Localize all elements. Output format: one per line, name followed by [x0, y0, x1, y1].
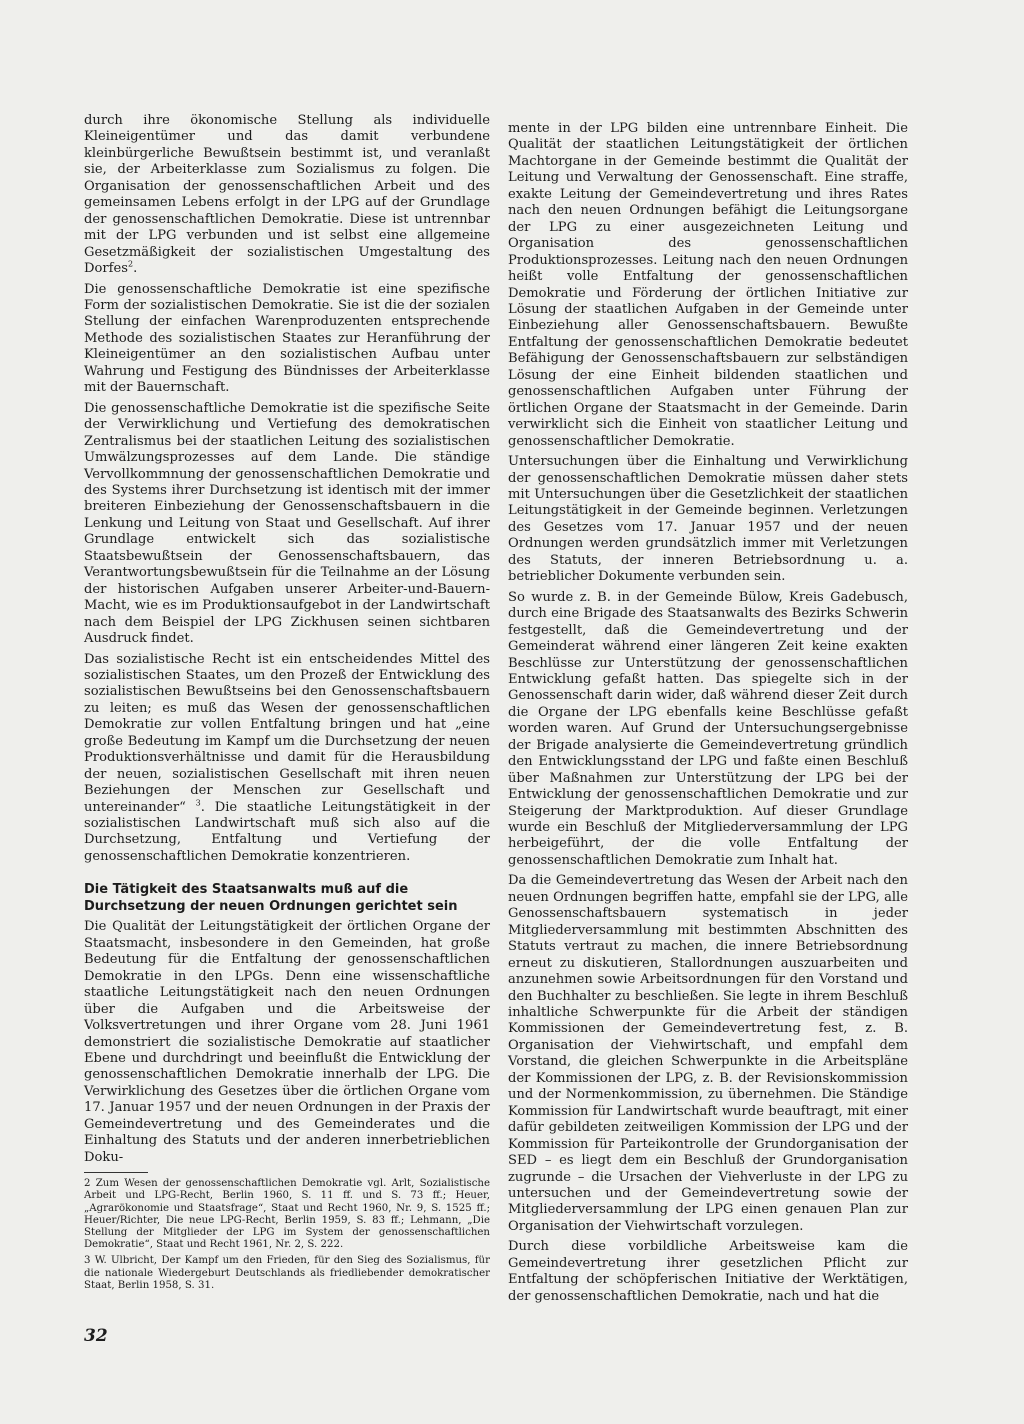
right-paragraph-5: Durch diese vorbildliche Arbeitsweise kam die Gemeindevertretung ihrer gesetzlichen Pflicht zur Entfaltung der schöpferischen Initiative der Werktätigen, der genossenschaftlichen Demokratie, nach und hat die [508, 1239, 908, 1304]
page-number: 32 [84, 1326, 108, 1346]
left-paragraph-4: Das sozialistische Recht ist ein entscheidendes Mittel des sozialistischen Staates, um den Prozeß der Entwicklung des sozialistischen Bewußtseins bei den Genossenschaftsbauern zu leiten; es muß das Wesen der genossenschaftlichen Demokratie zur vollen Entfaltung bringen und hat „eine große Bedeutung im Kampf um die Durchsetzung der neuen Produktionsverhältnisse und damit für die Herausbildung der neuen, sozialistischen Gesellschaft mit ihren neuen Beziehungen der Menschen zur Gesellschaft und untereinander“ $^3$. Die staatliche Leitungstätigkeit in der sozialistischen Landwirtschaft muß sich also auf die Durchsetzung, Entfaltung und Vertiefung der genossenschaftlichen Demokratie konzentrieren. [84, 651, 491, 864]
footnote-ref-2: 2 [127, 259, 134, 269]
right-paragraph-2: Untersuchungen über die Einhaltung und Verwirklichung der genossenschaftlichen Demokratie müssen daher stets mit Untersuchungen über die Gesetzlichkeit der staatlichen Leitungstätigkeit in der Gemeinde beginnen. Verletzungen des Gesetzes vom 17. Januar 1957 und der neuen Ordnungen werden grundsätzlich immer mit Verletzungen des Statuts, der inneren Betriebsordnung u. a. betrieblicher Dokumente verbunden sein. [508, 454, 908, 585]
footnote-ref-3: 3 [195, 798, 201, 808]
footnote-3: 3 W. Ulbricht, Der Kampf um den Frieden, für den Sieg des Sozialismus, für die nationale Wiedergeburt Deutschlands als friedliebender demokratischer Staat, Berlin 1958, S. 31. [84, 1255, 490, 1291]
left-paragraph-3: Die genossenschaftliche Demokratie ist die spezifische Seite der Verwirklichung und Vertiefung des demokratischen Zentralismus bei der staatlichen Leitung des sozialistischen Umwälzungsprozesses auf dem Lande. Die ständige Vervollkommnung der genossenschaftlichen Demokratie und des Systems ihrer Durchsetzung ist identisch mit der immer breiteren Einbeziehung der Genossenschaftsbauern in die Lenkung und Leitung von Staat und Gesellschaft. Auf ihrer Grundlage entwickelt sich das sozialistische Staatsbewußtsein der Genossenschaftsbauern, das Verantwortungsbewußtsein für die Teilnahme an der Lösung der historischen Aufgaben unserer Arbeiter-und-Bauern-Macht, wie es im Produktionsaufgebot in der Landwirtschaft nach dem Beispiel der LPG Zickhusen seinen sichtbaren Ausdruck findet. [84, 400, 490, 647]
left-paragraph-5: Die Qualität der Leitungstätigkeit der örtlichen Organe der Staatsmacht, insbesondere in den Gemeinden, hat große Bedeutung für die Entfaltung der genossenschaftlichen Demokratie in den LPGs. Denn eine wissenschaftliche staatliche Leitungstätigkeit nach den neuen Ordnungen über die Aufgaben und die Arbeitsweise der Volksvertretungen und ihrer Organe vom 28. Juni 1961 demonstriert die sozialistische Demokratie auf staatlicher Ebene und durchdringt und beeinflußt die Entwicklung der genossenschaftlichen Demokratie innerhalb der LPG. Die Verwirklichung des Gesetzes über die örtlichen Organe vom 17. Januar 1957 und der neuen Ordnungen in der Praxis der Gemeindevertretung und des Gemeinderates und die Einhaltung des Statuts und der anderen innerbetrieblichen Doku- [84, 919, 490, 1165]
left-column [84, 113, 490, 1296]
right-paragraph-1: mente in der LPG bilden eine untrennbare Einheit. Die Qualität der staatlichen Leitungstätigkeit der örtlichen Machtorgane in der Gemeinde bestimmt die Qualität der Leitung und Verwaltung der Genossenschaft. Eine straffe, exakte Leitung der Gemeindevertretung und ihres Rates nach den neuen Ordnungen befähigt die Leitungsorgane der LPG zu einer ausgezeichneten Leitung und Organisation des genossenschaftlichen Produktionsprozesses. Leitung nach den neuen Ordnungen heißt volle Entfaltung der genossenschaftlichen Demokratie und Förderung der örtlichen Initiative zur Lösung der staatlichen Aufgaben in der Gemeinde unter Einbeziehung aller Genossenschaftsbauern. Bewußte Entfaltung der genossenschaftlichen Demokratie bedeutet Befähigung der Genossenschaftsbauern zur selbständigen Lösung der eine Einheit bildenden staatlichen und genossenschaftlichen Aufgaben unter Führung der örtlichen Organe der Staatsmacht in der Gemeinde. Darin verwirklicht sich die Einheit von staatlicher Leitung und genossenschaftlicher Demokratie. [508, 121, 908, 449]
right-column [508, 121, 908, 1309]
left-paragraph-1: durch ihre ökonomische Stellung als individuelle Kleineigentümer und das damit verbundene kleinbürgerliche Bewußtsein bestimmt ist, und veranlaßt sie, der Arbeiterklasse zum Sozialismus zu folgen. Die Organisation der genossenschaftlichen Arbeit und des gemeinsamen Lebens erfolgt in der LPG auf der Grundlage der genossenschaftlichen Demokratie. Diese ist untrennbar mit der LPG verbunden und ist selbst eine allgemeine Gesetzmäßigkeit der sozialistischen Umgestaltung des Dorfes$^2$. [84, 113, 490, 277]
left-paragraph-4-tail: Die staatliche Leitungstätigkeit in der sozialistischen Landwirtschaft muß sich also auf die Durchsetzung, Entfaltung und Vertiefung der genossenschaftlichen Demokratie konzentrieren. [84, 799, 491, 864]
left-paragraph-2: Die genossenschaftliche Demokratie ist eine spezifische Form der sozialistischen Demokratie. Sie ist die der sozialen Stellung der einfachen Warenproduzenten entsprechende Methode des sozialistischen Staates zur Heranführung der Kleineigentümer an den sozialistischen Aufbau unter Wahrung und Festigung des Bündnisses der Arbeiterklasse mit der Bauernschaft. [84, 281, 490, 396]
right-paragraph-4: Da die Gemeindevertretung das Wesen der Arbeit nach den neuen Ordnungen begriffen hatte, empfahl sie der LPG, alle Genossenschaftsbauern systematisch in jeder Mitgliederversammlung mit bestimmten Abschnitten des Statuts vertraut zu machen, die innere Betriebsordnung erneut zu diskutieren, Stallordnungen auszuarbeiten und anzunehmen sowie Arbeitsordnungen für den Vorstand und den Buchhalter zu beschließen. Sie legte in ihrem Beschluß inhaltliche Schwerpunkte für die Arbeit der ständigen Kommissionen der Gemeindevertretung fest, z. B. Organisation der Viehwirtschaft, und empfahl dem Vorstand, die gleichen Schwerpunkte in die Arbeitspläne der Kommissionen der LPG, z. B. der Revisionskommission und der Normenkommission, zu übernehmen. Die Ständige Kommission für Landwirtschaft wurde beauftragt, mit einer dafür gebildeten zeitweiligen Kommission der LPG und der Kommission für Parteikontrolle der Grundorganisation der SED – es liegt dem ein Beschluß der Grundorganisation zugrunde – die Ursachen der Viehverluste in der LPG zu untersuchen und der Gemeindevertretung sowie der Mitgliederversammlung der LPG einen genauen Plan zur Organisation der Viehwirtschaft vorzulegen. [508, 873, 908, 1234]
footnote-2: 2 Zum Wesen der genossenschaftlichen Demokratie vgl. Arlt, Sozialistische Arbeit und LPG-Recht, Berlin 1960, S. 11 ff. und S. 73 ff.; Heuer, „Agrarökonomie und Staatsfrage“, Staat und Recht 1960, Nr. 9, S. 1525 ff.; Heuer/Richter, Die neue LPG-Recht, Berlin 1959, S. 83 ff.; Lehmann, „Die Stellung der Mitglieder der LPG im System der genossenschaftlichen Demokratie“, Staat und Recht 1961, Nr. 2, S. 222. [84, 1178, 490, 1251]
left-paragraph-1-text: durch ihre ökonomische Stellung als individuelle Kleineigentümer und das damit verbundene kleinbürgerliche Bewußtsein bestimmt ist, und veranlaßt sie, der Arbeiterklasse zum Sozialismus zu folgen. Die Organisation der genossenschaftlichen Arbeit und des gemeinsamen Lebens erfolgt in der LPG auf der Grundlage der genossenschaftlichen Demokratie. Diese ist untrennbar mit der LPG verbunden und ist selbst eine allgemeine Gesetzmäßigkeit der sozialistischen Umgestaltung des Dorfes [84, 113, 490, 277]
footnote-divider [84, 1172, 148, 1173]
section-heading: Die Tätigkeit des Staatsanwalts muß auf die Durchsetzung der neuen Ordnungen gerichtet sein [84, 882, 458, 915]
right-paragraph-3: So wurde z. B. in der Gemeinde Bülow, Kreis Gadebusch, durch eine Brigade des Staatsanwalts des Bezirks Schwerin festgestellt, daß die Gemeindevertretung und der Gemeinderat während einer längeren Zeit keine exakten Beschlüsse zur Unterstützung der genossenschaftlichen Entwicklung gefaßt hatten. Das spiegelte sich in der Genossenschaft darin wider, daß während dieser Zeit durch die Organe der LPG ebenfalls keine Beschlüsse gefaßt worden waren. Auf Grund der Untersuchungsergebnisse der Brigade analysierte die Gemeindevertretung gründlich den Entwicklungsstand der LPG und faßte einen Beschluß über Maßnahmen zur Unterstützung der LPG bei der Entwicklung der genossenschaftlichen Demokratie und zur Steigerung der Marktproduktion. Auf dieser Grundlage wurde ein Beschluß der Mitgliederversammlung der LPG herbeigeführt, der die volle Entfaltung der genossenschaftlichen Demokratie zum Inhalt hat. [508, 589, 908, 868]
left-paragraph-4-text: Das sozialistische Recht ist ein entscheidendes Mittel des sozialistischen Staates, um den Prozeß der Entwicklung des sozialistischen Bewußtseins bei den Genossenschaftsbauern zu leiten; es muß das Wesen der genossenschaftlichen Demokratie zur vollen Entfaltung bringen und hat „eine große Bedeutung im Kampf um die Durchsetzung der neuen Produktionsverhältnisse und damit für die Herausbildung der neuen, sozialistischen Gesellschaft mit ihren neuen Beziehungen der Menschen zur Gesellschaft und untereinander“ [84, 651, 490, 815]
